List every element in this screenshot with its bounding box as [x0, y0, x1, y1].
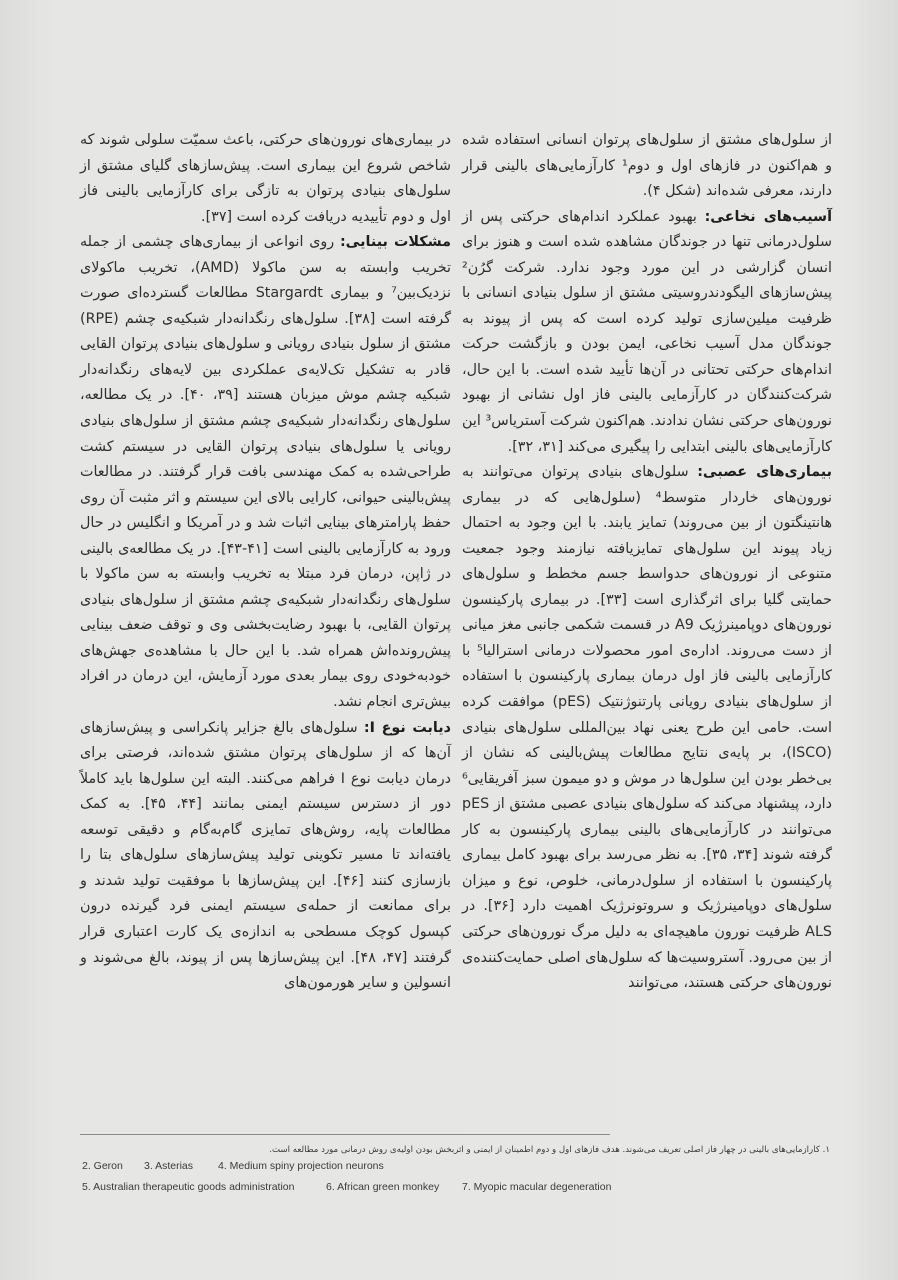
paragraph: بیماری‌های عصبی: سلول‌های بنیادی پرتوان می‌توانند به نورون‌های خاردار متوسط⁴ (سلول‌هایی که در بیماری هانتینگتون از بین می‌روند) تمایز یابند. با این وجود به احتمال زیاد پیوند این سلول‌های تمایزیافته نیازمند وجود جمعیت متنوعی از نورون‌های حدواسط جسم مخطط و سلول‌های حمایتی گلیا برای اثرگذاری است [۳۳]. در بیماری پارکینسون نورون‌های دوپامینرژیک A9 در قسمت شکمی جانبی مغز میانی از دست می‌روند. اداره‌ی امور محصولات درمانی استرالیا⁵ با کارآزمایی بالینی فاز اول درمان بیماری پارکینسون با استفاده از سلول‌های بنیادی رویانی پارتنوژنتیک (pES) موافقت کرده است. حامی این طرح یعنی نهاد بین‌المللی سلول‌های بنیادی (ISCO)، بر پایه‌ی نتایج مطالعات پیش‌بالینی که نشان از بی‌خطر بودن این سلول‌ها در موش و دو میمون سبز آفریقایی⁶ دارد، پیشنهاد می‌کند که سلول‌های بنیادی عصبی مشتق از pES می‌توانند در کارآزمایی‌های بالینی بیماری پارکینسون به کار گرفته شوند [۳۴، ۳۵]. به نظر می‌رسد برای بهبود کامل بیماری پارکینسون با استفاده از سلول‌درمانی، خلوص، نوع و میزان سلول‌های دوپامینرژیک و سروتونرژیک اهمیت دارد [۳۶]. در ALS ظرفیت نورون ماهیچه‌ای به دلیل مرگ نورون‌های حرکتی از بین می‌رود. آستروسیت‌ها که سلول‌های اصلی حمایت‌کننده‌ی نورون‌های حرکتی هستند، می‌توانند — [462, 464, 832, 992]
footnote-4: 4. Medium spiny projection neurons — [218, 1160, 384, 1172]
section-heading: دیابت نوع I: — [363, 719, 451, 736]
text-column-left — [80, 128, 451, 997]
paragraph: آسیب‌های نخاعی: بهبود عملکرد اندام‌های حرکتی پس از سلول‌درمانی تنها در جوندگان مشاهده شده است و هنوز برای انسان گزارشی در این مورد وجود ندارد. شرکت گرُن² پیش‌سازهای الیگودندروسیتی مشتق از سلول بنیادی انسانی با ظرفیت میلین‌سازی تولید کرده است که پس از پیوند به جوندگان مدل آسیب نخاعی، ایمن بودن و بازگشت حرکت اندام‌های حرکتی تحتانی در آن‌ها تأیید شده است. با این حال، شرکت‌کنندگان در کارآزمایی بالینی فاز اول نشانی از بهبود نورون‌های حرکتی نشان ندادند. هم‌اکنون شرکت آستریاس³ این کارآزمایی‌های بالینی ابتدایی را پیگیری می‌کند [۳۱، ۳۲]. — [462, 208, 833, 455]
section-heading: بیماری‌های عصبی: — [697, 464, 832, 481]
paragraph: از سلول‌های مشتق از سلول‌های پرتوان انسانی استفاده شده و هم‌اکنون در فازهای اول و دوم¹ کارآزمایی‌های بالینی قرار دارند، معرفی شده‌اند (شکل ۴). — [462, 132, 832, 200]
footnote-divider — [80, 1134, 610, 1135]
paragraph: دیابت نوع I: سلول‌های بالغ جزایر پانکراسی و پیش‌سازهای آن‌ها که از سلول‌های پرتوان مشتق شده‌اند، فرصتی برای درمان دیابت نوع I فراهم می‌کنند. البته این سلول‌ها باید کاملاً دور از دسترس سیستم ایمنی بمانند [۴۴، ۴۵]. به کمک مطالعات پایه، روش‌های تمایزی گام‌به‌گام و دقیقی توسعه یافته‌اند تا مسیر تکوینی تولید پیش‌سازهای سلول‌های بتا را بازسازی کنند [۴۶]. این پیش‌سازها با موفقیت تولید شدند و برای ممانعت از حمله‌ی سیستم ایمنی فرد گیرنده درون کپسول کوچک مسطحی به اندازه‌ی یک کارت اعتباری قرار گرفتند [۴۷، ۴۸]. این پیش‌سازها پس از پیوند، بالغ می‌شوند و انسولین و سایر هورمون‌های — [80, 719, 451, 992]
section-heading: مشکلات بینایی: — [339, 234, 451, 251]
footnote-6: 6. African green monkey — [326, 1181, 440, 1193]
footnote-2: 2. Geron — [82, 1160, 123, 1172]
footnote-1: ۱. کارآزمایی‌های بالینی در چهار فاز اصلی تعریف می‌شوند. هدف فازهای اول و دوم اطمینان از ایمنی و اثربخش بودن اولیه‌ی روش درمانی مورد مطالعه است. — [269, 1145, 830, 1155]
text-column-right — [462, 128, 832, 997]
footnote-3: 3. Asterias — [144, 1160, 194, 1172]
footnote-7: 7. Myopic macular degeneration — [462, 1181, 612, 1193]
footnote-5: 5. Australian therapeutic goods administration — [82, 1181, 295, 1193]
section-heading: آسیب‌های نخاعی: — [704, 208, 833, 225]
paragraph: مشکلات بینایی: روی انواعی از بیماری‌های چشمی از جمله تخریب وابسته به سن ماکولا (AMD)، تخریب ماکولای نزدیک‌بین⁷ و بیماری Stargardt مطالعات گسترده‌ای صورت گرفته است [۳۸]. سلول‌های رنگدانه‌دار شبکیه‌ی چشم (RPE) مشتق از سلول بنیادی رویانی و سلول‌های بنیادی پرتوان القایی قادر به تشکیل تک‌لایه‌ی عملکردی بین لایه‌های رنگدانه‌دار شبکیه چشم موش میزبان هستند [۳۹، ۴۰]. در یک مطالعه، سلول‌های رنگدانه‌دار شبکیه‌ی چشم مشتق از سلول‌های بنیادی رویانی یا سلول‌های بنیادی پرتوان القایی در سیستم کشت طراحی‌شده به کمک مهندسی بافت قرار گرفتند. در مطالعات پیش‌بالینی حیوانی، کارایی بالای این سیستم و اثر مثبت آن روی حفظ پارامترهای بینایی اثبات شد و در آمریکا و انگلیس در حال ورود به کارآزمایی بالینی است [۴۱-۴۳]. در یک مطالعه‌ی بالینی در ژاپن، درمان فرد مبتلا به تخریب وابسته به سن ماکولا با سلول‌های رنگدانه‌دار شبکیه‌ی چشم مشتق از سلول‌های بنیادی پرتوان القایی، با بهبود رضایت‌بخشی وی و توقف ضعف بینایی پیش‌رونده‌اش همراه شد. با این حال با مشاهده‌ی جهش‌های خودبه‌خودی روی بیمار بعدی مورد آزمایش، این درمان در افراد بیش‌تری انجام نشد. — [80, 234, 451, 711]
paragraph: در بیماری‌های نورون‌های حرکتی، باعث سمیّت سلولی شوند که شاخص شروع این بیماری است. پیش‌سازهای گلیای مشتق از سلول‌های بنیادی پرتوان به تازگی برای کارآزمایی بالینی فاز اول و دوم تأییدیه دریافت کرده است [۳۷]. — [80, 132, 451, 225]
